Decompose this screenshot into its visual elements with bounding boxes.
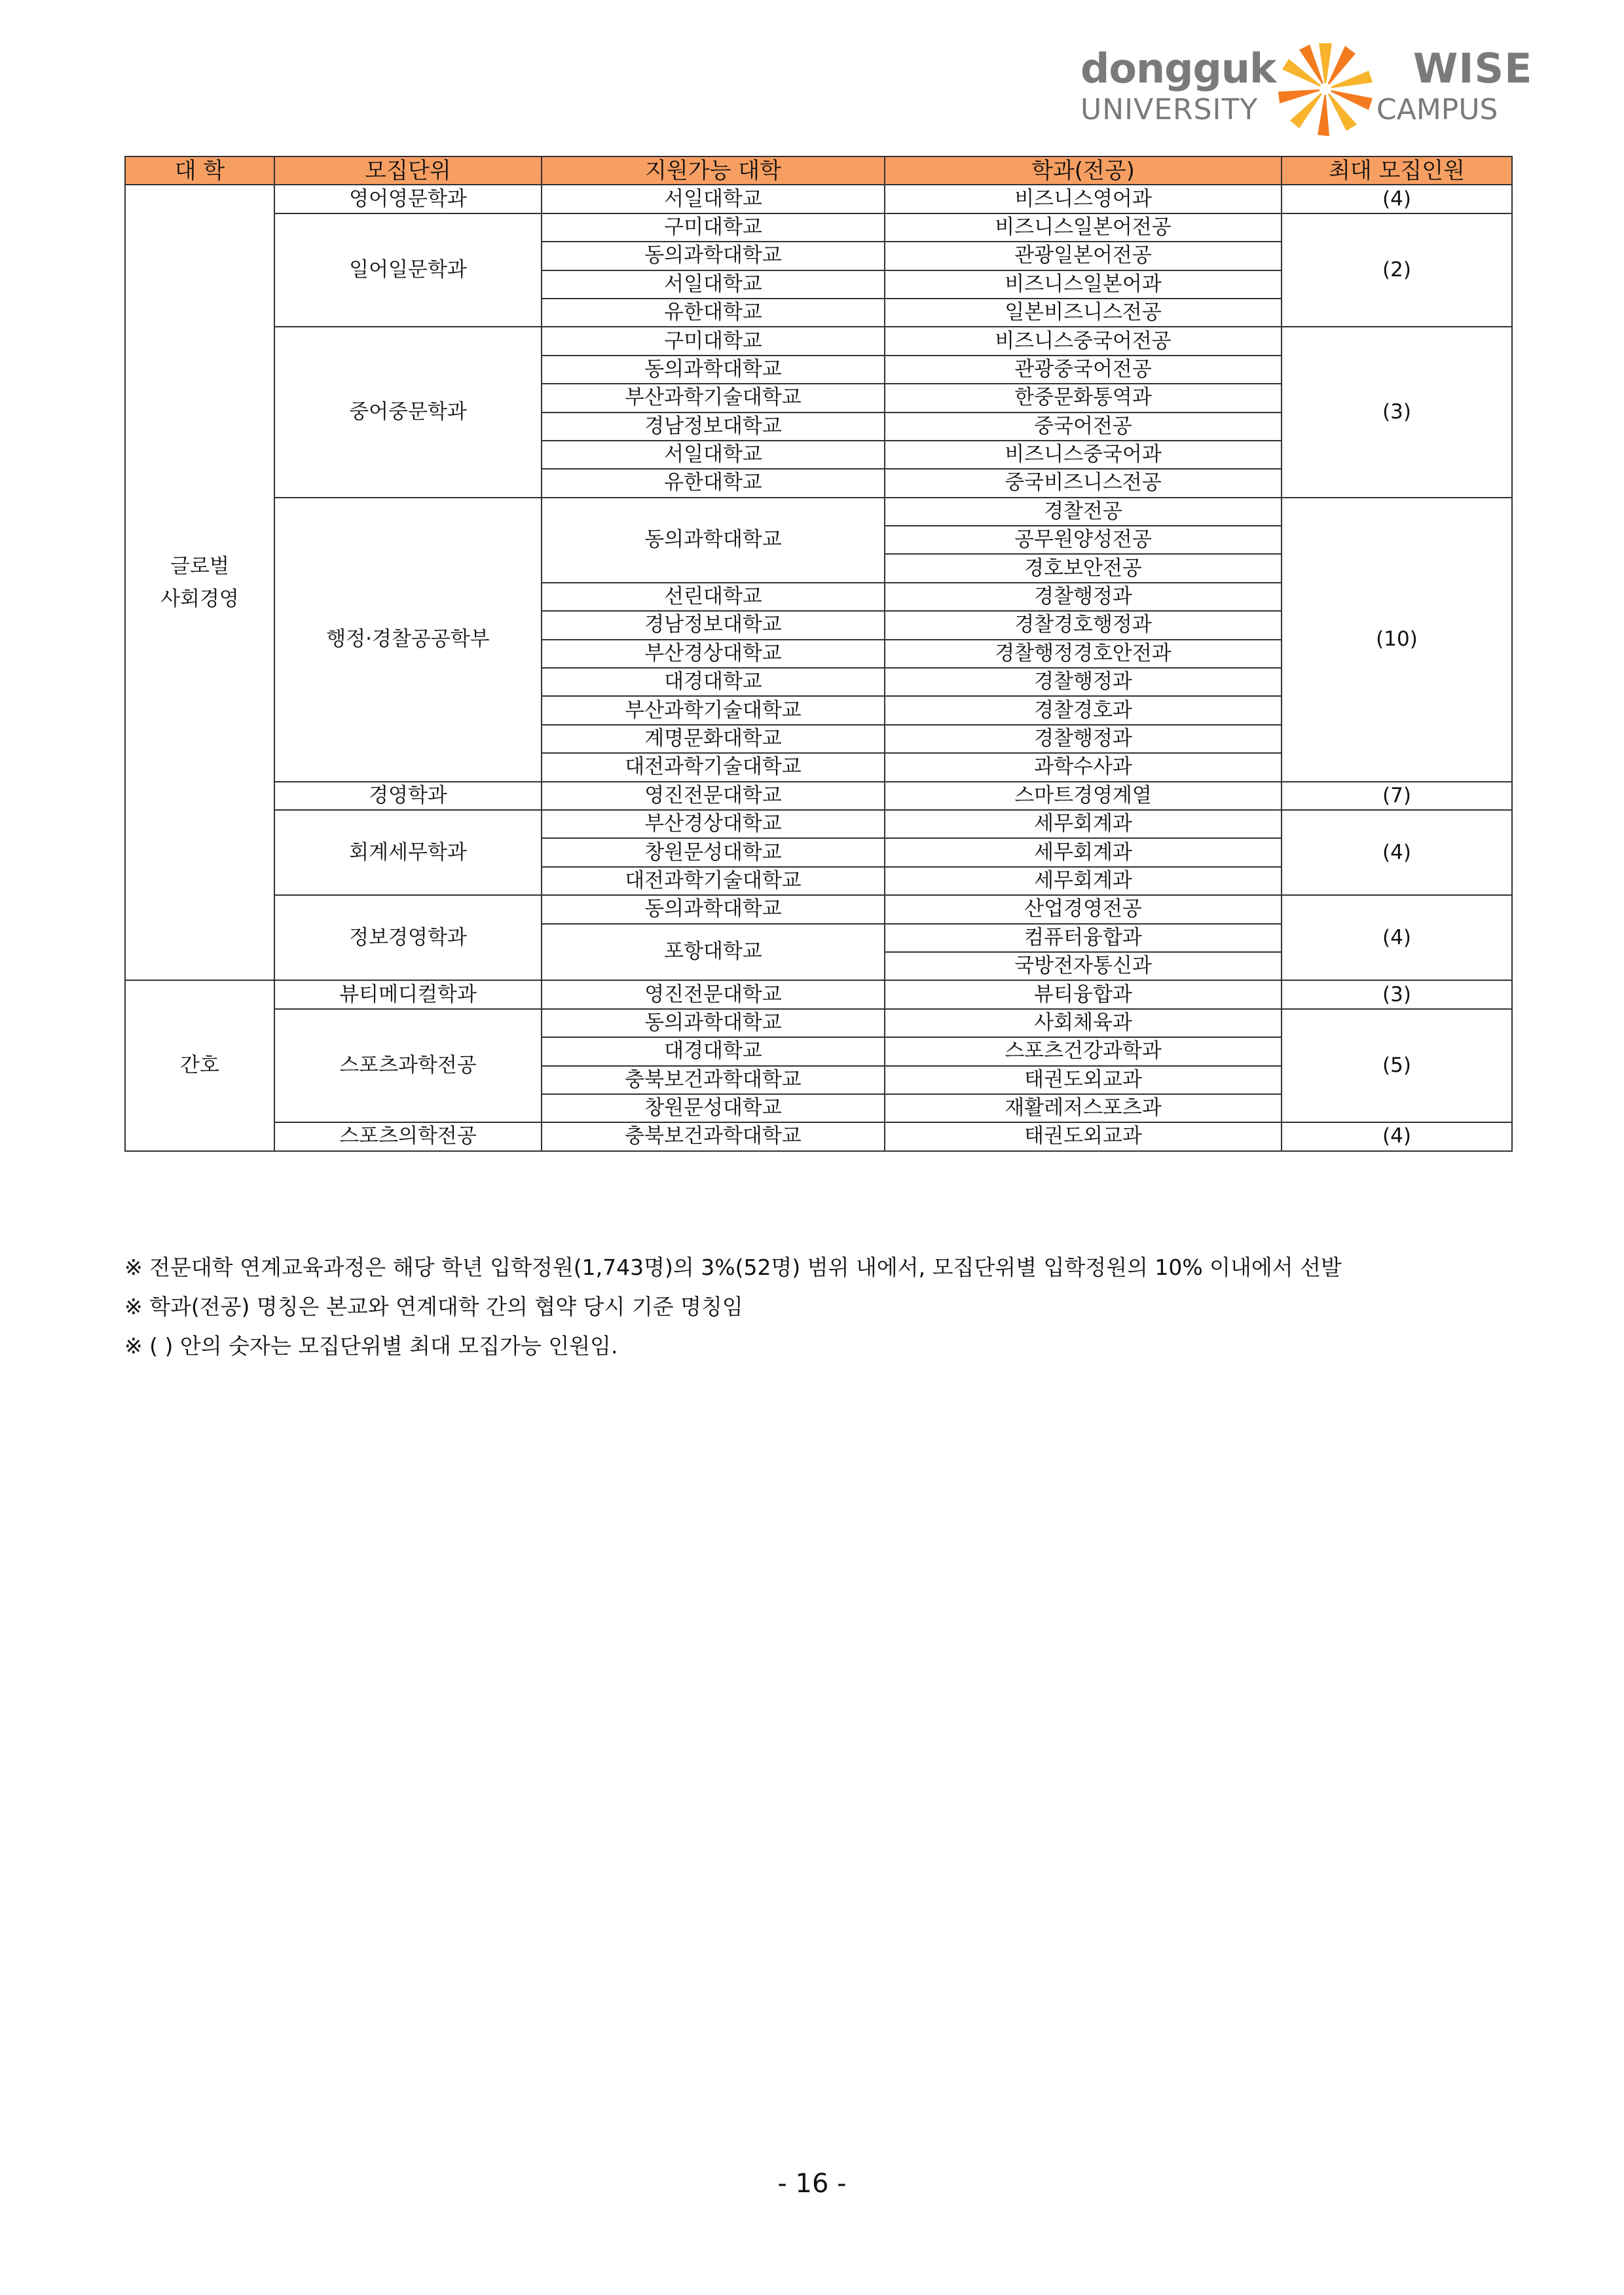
footnote: ※ ( ) 안의 숫자는 모집단위별 최대 모집가능 인원임. — [124, 1333, 618, 1359]
table-header-row — [125, 156, 1512, 185]
school-cell: 부산경상대학교 — [542, 810, 885, 838]
footnote: ※ 전문대학 연계교육과정은 해당 학년 입학정원(1,743명)의 3%(52명) 범위 내에서, 모집단위별 입학정원의 10% 이내에서 선발 — [124, 1255, 1342, 1280]
major-cell: 경찰행정과 — [885, 725, 1282, 753]
logo-campus-bottom: CAMPUS — [1376, 93, 1498, 126]
school-cell: 동의과학대학교 — [542, 895, 885, 923]
table-row — [125, 1122, 1512, 1150]
major-cell: 비즈니스중국어전공 — [885, 327, 1282, 355]
school-cell: 계명문화대학교 — [542, 725, 885, 753]
count-cell: (4) — [1282, 810, 1512, 895]
unit-cell: 영어영문학과 — [274, 185, 542, 213]
major-cell: 스포츠건강과학과 — [885, 1037, 1282, 1065]
table-row — [125, 185, 1512, 213]
table-row — [125, 327, 1512, 355]
major-cell: 뷰티융합과 — [885, 980, 1282, 1008]
count-cell: (3) — [1282, 327, 1512, 497]
school-cell: 부산과학기술대학교 — [542, 696, 885, 724]
footnotes — [124, 1248, 1511, 1366]
major-cell: 태권도외교과 — [885, 1066, 1282, 1094]
table-row — [125, 498, 1512, 526]
school-cell: 충북보건과학대학교 — [542, 1122, 885, 1150]
school-cell: 창원문성대학교 — [542, 838, 885, 866]
school-cell: 영진전문대학교 — [542, 980, 885, 1008]
school-cell: 대경대학교 — [542, 1037, 885, 1065]
school-cell: 서일대학교 — [542, 441, 885, 469]
school-cell: 영진전문대학교 — [542, 782, 885, 810]
header-max-count: 최대 모집인원 — [1282, 156, 1512, 185]
major-cell: 세무회계과 — [885, 838, 1282, 866]
count-cell: (10) — [1282, 498, 1512, 782]
table-row — [125, 895, 1512, 923]
header-college: 대 학 — [125, 156, 274, 185]
school-cell: 서일대학교 — [542, 185, 885, 213]
unit-cell: 일어일문학과 — [274, 213, 542, 327]
major-cell: 비즈니스중국어과 — [885, 441, 1282, 469]
school-cell: 부산경상대학교 — [542, 640, 885, 668]
major-cell: 태권도외교과 — [885, 1122, 1282, 1150]
major-cell: 경찰행정과 — [885, 668, 1282, 696]
school-cell: 대전과학기술대학교 — [542, 753, 885, 781]
unit-cell: 스포츠의학전공 — [274, 1122, 542, 1150]
school-cell: 경남정보대학교 — [542, 413, 885, 441]
page-number: - 16 - — [777, 2169, 847, 2199]
school-cell: 선린대학교 — [542, 583, 885, 611]
unit-cell: 중어중문학과 — [274, 327, 542, 497]
major-cell: 산업경영전공 — [885, 895, 1282, 923]
school-cell: 서일대학교 — [542, 270, 885, 299]
recruitment-table — [124, 156, 1513, 1152]
count-cell: (4) — [1282, 185, 1512, 213]
school-cell: 동의과학대학교 — [542, 1009, 885, 1037]
school-cell: 구미대학교 — [542, 327, 885, 355]
major-cell: 경찰경호과 — [885, 696, 1282, 724]
school-cell: 대전과학기술대학교 — [542, 867, 885, 895]
table-row — [125, 213, 1512, 242]
major-cell: 경찰행정경호안전과 — [885, 640, 1282, 668]
major-cell: 한중문화통역과 — [885, 384, 1282, 412]
major-cell: 사회체육과 — [885, 1009, 1282, 1037]
major-cell: 스마트경영계열 — [885, 782, 1282, 810]
school-cell: 대경대학교 — [542, 668, 885, 696]
school-cell: 창원문성대학교 — [542, 1094, 885, 1122]
count-cell: (5) — [1282, 1009, 1512, 1123]
table-row — [125, 810, 1512, 838]
major-cell: 경찰경호행정과 — [885, 611, 1282, 639]
sunburst-logo-icon — [1274, 39, 1376, 138]
major-cell: 비즈니스일본어전공 — [885, 213, 1282, 242]
major-cell: 관광중국어전공 — [885, 356, 1282, 384]
logo-name-top: dongguk — [1080, 45, 1276, 92]
unit-cell: 스포츠과학전공 — [274, 1009, 542, 1123]
header-major: 학과(전공) — [885, 156, 1282, 185]
header-school: 지원가능 대학 — [542, 156, 885, 185]
school-cell: 동의과학대학교 — [542, 242, 885, 270]
major-cell: 세무회계과 — [885, 867, 1282, 895]
school-cell: 경남정보대학교 — [542, 611, 885, 639]
school-cell: 포항대학교 — [542, 924, 885, 981]
school-cell: 충북보건과학대학교 — [542, 1066, 885, 1094]
major-cell: 세무회계과 — [885, 810, 1282, 838]
unit-cell: 회계세무학과 — [274, 810, 542, 895]
school-cell: 동의과학대학교 — [542, 356, 885, 384]
major-cell: 비즈니스일본어과 — [885, 270, 1282, 299]
school-cell: 구미대학교 — [542, 213, 885, 242]
major-cell: 컴퓨터융합과 — [885, 924, 1282, 952]
major-cell: 관광일본어전공 — [885, 242, 1282, 270]
unit-cell: 뷰티메디컬학과 — [274, 980, 542, 1008]
footnote: ※ 학과(전공) 명칭은 본교와 연계대학 간의 협약 당시 기준 명칭임 — [124, 1294, 743, 1319]
unit-cell: 정보경영학과 — [274, 895, 542, 980]
count-cell: (4) — [1282, 895, 1512, 980]
major-cell: 경찰전공 — [885, 498, 1282, 526]
count-cell: (2) — [1282, 213, 1512, 327]
header-unit: 모집단위 — [274, 156, 542, 185]
dongguk-wise-logo — [1080, 42, 1533, 140]
major-cell: 공무원양성전공 — [885, 526, 1282, 554]
school-cell: 부산과학기술대학교 — [542, 384, 885, 412]
unit-cell: 행정·경찰공공학부 — [274, 498, 542, 782]
college-name: 글로벌 사회경영 — [160, 554, 239, 611]
major-cell: 경호보안전공 — [885, 554, 1282, 582]
logo-name-bottom: UNIVERSITY — [1080, 93, 1259, 126]
unit-cell: 경영학과 — [274, 782, 542, 810]
table-row — [125, 980, 1512, 1008]
table-row — [125, 782, 1512, 810]
major-cell: 경찰행정과 — [885, 583, 1282, 611]
count-cell: (4) — [1282, 1122, 1512, 1150]
school-cell: 유한대학교 — [542, 299, 885, 327]
school-cell: 유한대학교 — [542, 469, 885, 497]
major-cell: 국방전자통신과 — [885, 952, 1282, 980]
college-cell — [125, 185, 274, 980]
major-cell: 비즈니스영어과 — [885, 185, 1282, 213]
count-cell: (3) — [1282, 980, 1512, 1008]
college-name: 간호 — [180, 1054, 219, 1077]
major-cell: 일본비즈니스전공 — [885, 299, 1282, 327]
major-cell: 중국어전공 — [885, 413, 1282, 441]
table-row — [125, 1009, 1512, 1037]
count-cell: (7) — [1282, 782, 1512, 810]
logo-campus-top: WISE — [1413, 45, 1533, 92]
school-cell: 동의과학대학교 — [542, 498, 885, 583]
major-cell: 재활레저스포츠과 — [885, 1094, 1282, 1122]
college-cell — [125, 980, 274, 1150]
major-cell: 중국비즈니스전공 — [885, 469, 1282, 497]
major-cell: 과학수사과 — [885, 753, 1282, 781]
